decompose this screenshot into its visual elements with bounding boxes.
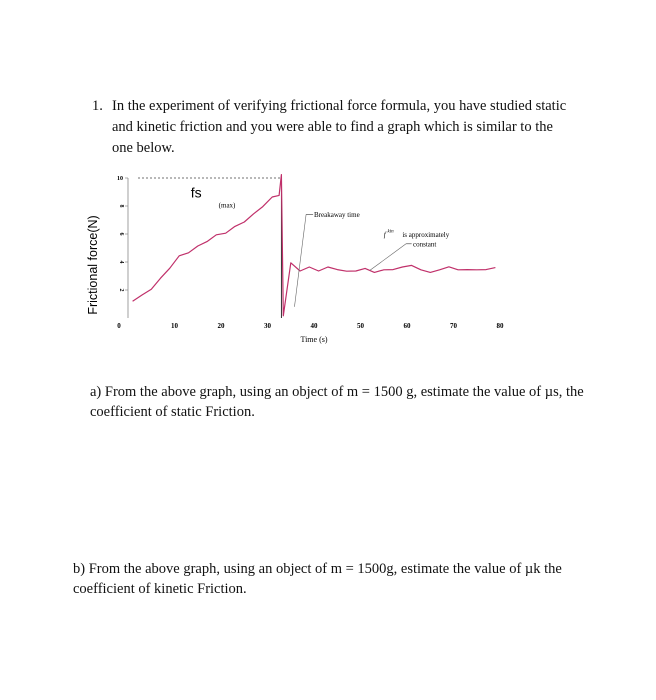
x-tick-label: 70 [450, 322, 457, 330]
question-1-text: In the experiment of verifying frictional force formula, you have studied static and kinetic friction and you were able to find a graph which is similar to the one below. [112, 98, 567, 156]
y-tick-label: 10 [117, 176, 123, 182]
friction-force-chart [84, 170, 524, 355]
y-tick-label: 4 [118, 260, 124, 264]
x-tick-label: 20 [217, 322, 225, 330]
x-tick-label: 30 [264, 322, 271, 330]
fkin-symbol: f [383, 230, 386, 239]
x-tick-label: 50 [357, 322, 364, 330]
x-tick-label: 0 [117, 322, 121, 330]
y-axis-title [86, 215, 100, 314]
x-axis-label: Time (s) [300, 335, 328, 344]
breakaway-pointer-tail [294, 214, 306, 306]
x-tick-label: 10 [171, 322, 178, 330]
x-tick-label: 80 [496, 322, 504, 330]
question-number: 1. [92, 98, 103, 114]
fs-label: fs [190, 184, 202, 201]
breakaway-label: Breakaway time [314, 211, 360, 220]
y-tick-label: 6 [118, 232, 124, 236]
question-b: b) From the above graph, using an object of m = 1500g, estimate the value of µk the coefficient of kinetic Friction. [73, 561, 562, 597]
y-axis-label: Frictional force(N) [86, 215, 100, 315]
x-tick-label: 60 [403, 322, 411, 330]
chart-guides [138, 178, 281, 318]
chart-ticks [117, 176, 504, 330]
y-tick-label: 8 [118, 204, 124, 208]
chart-annotations [191, 185, 450, 307]
fkin-text: is approximately [402, 230, 450, 239]
question-a: a) From the above graph, using an object of m = 1500 g, estimate the value of µs, the coefficient of static Friction. [90, 384, 584, 420]
max-label: (max) [218, 201, 236, 210]
y-tick-label: 2 [118, 288, 124, 292]
fkin-pointer [370, 244, 406, 271]
question-1 [92, 96, 572, 159]
fkin-text-2: constant [413, 240, 437, 249]
fkin-subscript: kin [387, 229, 394, 235]
series-line [133, 175, 496, 316]
chart-series [133, 175, 496, 316]
x-tick-label: 40 [310, 322, 318, 330]
